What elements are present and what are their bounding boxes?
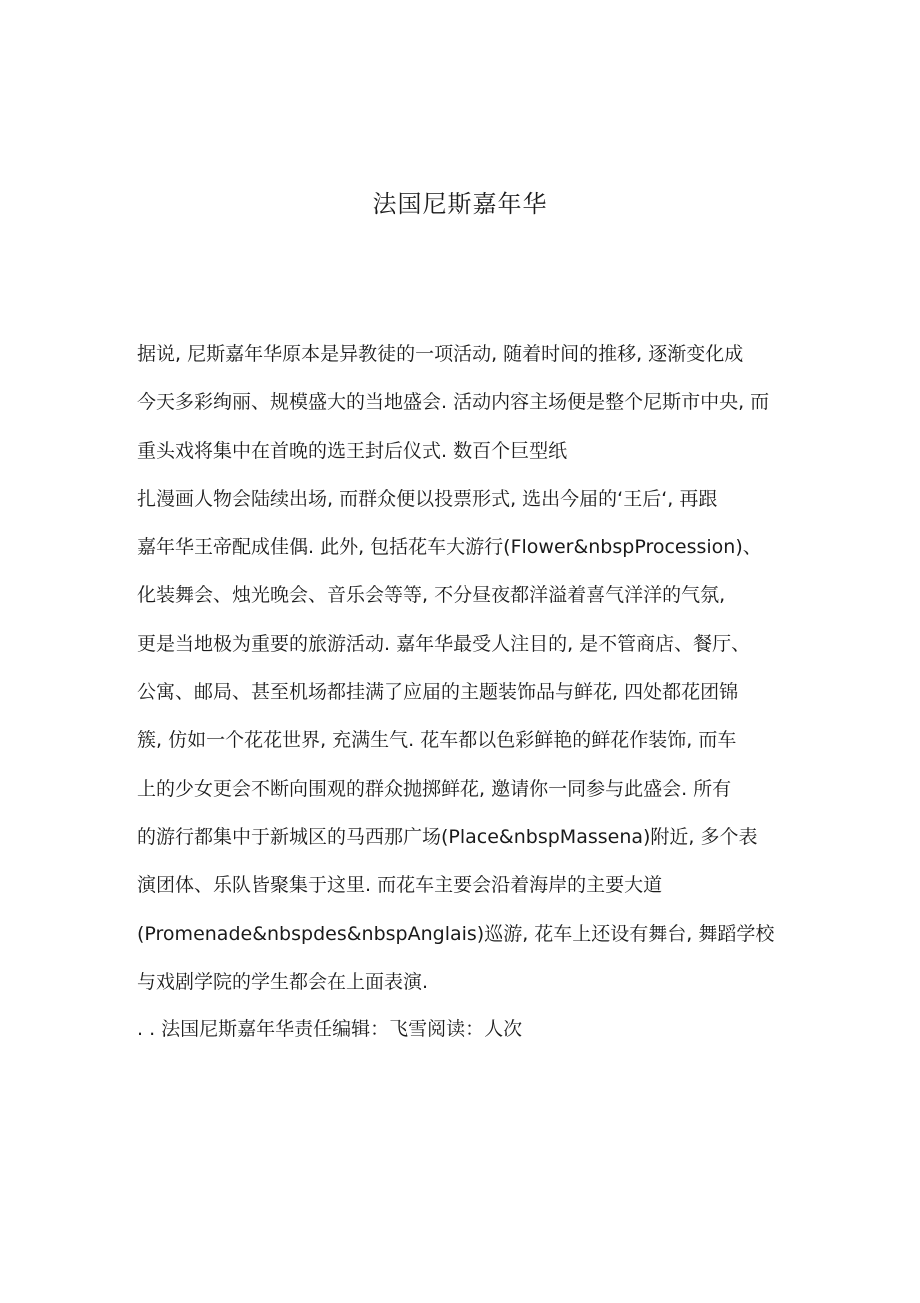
paragraph-line: 重头戏将集中在首晚的选王封后仪式. 数百个巨型纸 — [137, 439, 568, 462]
paragraph-line: (Promenade&nbspdes&nbspAnglais)巡游, 花车上还设有舞台, 舞蹈学校 — [137, 922, 775, 945]
paragraph-line: 今天多彩绚丽、规模盛大的当地盛会. 活动内容主场便是整个尼斯市中央, 而 — [137, 391, 770, 414]
paragraph-line: 簇, 仿如一个花花世界, 充满生气. 花车都以色彩鲜艳的鲜花作装饰, 而车 — [137, 729, 737, 752]
paragraph-line: 化装舞会、烛光晚会、音乐会等等, 不分昼夜都洋溢着喜气洋洋的气氛, — [137, 584, 726, 607]
article-body — [137, 334, 827, 1010]
paragraph-line: 上的少女更会不断向围观的群众抛掷鲜花, 邀请你一同参与此盛会. 所有 — [137, 777, 732, 800]
page-title: 法国尼斯嘉年华 — [372, 190, 548, 219]
paragraph-line: 公寓、邮局、甚至机场都挂满了应届的主题装饰品与鲜花, 四处都花团锦 — [137, 681, 739, 704]
paragraph-line: 据说, 尼斯嘉年华原本是异教徒的一项活动, 随着时间的推移, 逐渐变化成 — [137, 343, 744, 365]
paragraph-line: 的游行都集中于新城区的马西那广场(Place&nbspMassena)附近, 多个表 — [137, 825, 758, 848]
paragraph-line: 扎漫画人物会陆续出场, 而群众便以投票形式, 选出今届的‘王后‘, 再跟 — [137, 487, 718, 510]
paragraph-line: 与戏剧学院的学生都会在上面表演. — [137, 970, 429, 993]
paragraph-line: 嘉年华王帝配成佳偶. 此外, 包括花车大游行(Flower&nbspProcession)、 — [137, 536, 762, 559]
paragraph-line: 更是当地极为重要的旅游活动. 嘉年华最受人注目的, 是不管商店、餐厅、 — [137, 632, 751, 655]
paragraph-line: 演团体、乐队皆聚集于这里. 而花车主要会沿着海岸的主要大道 — [137, 874, 663, 897]
article-footer: . . 法国尼斯嘉年华责任编辑：飞雪阅读：人次 — [137, 1018, 523, 1040]
